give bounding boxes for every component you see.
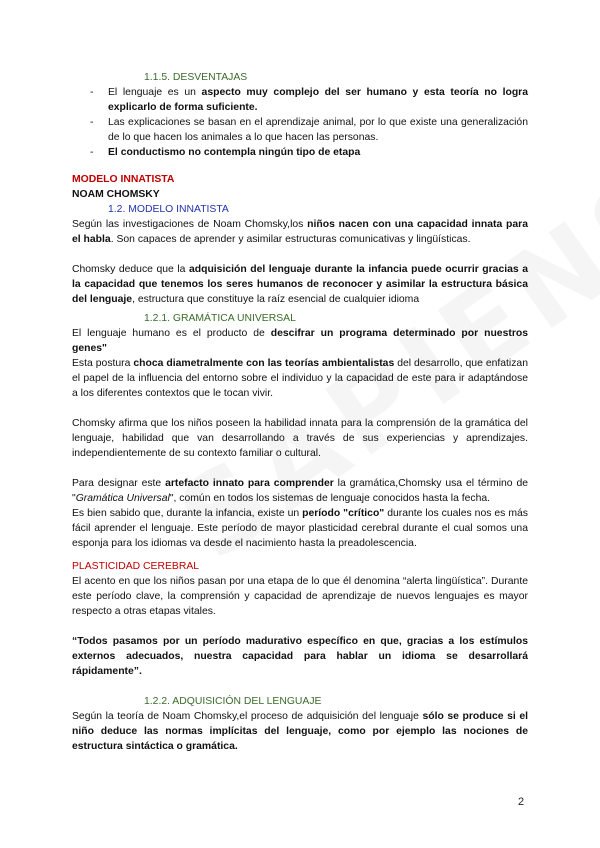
paragraph: Según las investigaciones de Noam Chomsky,los niños nacen con una capacidad innata para el habla. Son capaces de aprender y asimilar estructuras comunicativas y lingüísticas. (72, 219, 529, 245)
paragraph: Chomsky deduce que la adquisición del lenguaje durante la infancia puede ocurrir gracias a la capacidad que tenemos los seres humanos de reconocer y asimilar la estructura básica del lenguaje, estructura que constituye la raíz esencial de cualquier idioma (72, 264, 528, 305)
paragraph: Esta postura choca diametralmente con las teorías ambientalistas del desarrollo, que enfatizan el papel de la influencia del entorno sobre el individuo y la capacidad de este para ir adaptándose a los diferentes contextos que le tocan vivir. (72, 358, 528, 399)
author-name: NOAM CHOMSKY (72, 189, 160, 200)
heading-1-1-5: 1.1.5. DESVENTAJAS (144, 72, 248, 83)
heading-plasticity: PLASTICIDAD CEREBRAL (72, 561, 200, 572)
list-item: - El conductismo no contempla ningún tipo de etapa (72, 145, 528, 160)
document-page (72, 70, 528, 754)
section-title-innatist: MODELO INNATISTA (72, 174, 175, 185)
quote: “Todos pasamos por un período madurativo específico en que, gracias a los estímulos externos adecuados, nuestra capacidad para hablar un idioma se desarrollará rápidamente”. (72, 636, 528, 677)
disadvantages-list (72, 85, 528, 160)
list-item: - El lenguaje es un aspecto muy complejo del ser humano y esta teoría no logra explicarlo de forma suficiente. (72, 85, 528, 115)
page-number: 2 (518, 796, 525, 808)
paragraph: Para designar este artefacto innato para comprender la gramática,Chomsky usa el término de "Gramática Universal", común en todos los sistemas de lenguaje conocidos hasta la fecha. (72, 478, 529, 504)
heading-1-2: 1.2. MODELO INNATISTA (108, 204, 229, 215)
heading-1-2-1: 1.2.1. GRAMÁTICA UNIVERSAL (144, 313, 296, 324)
paragraph: Chomsky afirma que los niños poseen la habilidad innata para la comprensión de la gramática del lenguaje, habilidad que van desarrollando a través de sus experiencias y aprendizajes. independientemente de su contexto familiar o cultural. (72, 418, 528, 459)
paragraph: Según la teoría de Noam Chomsky,el proceso de adquisición del lenguaje sólo se produce si el niño deduce las normas implícitas del lenguaje, como por ejemplo las nociones de estructura sintáctica o gramática. (72, 711, 528, 752)
list-item: - Las explicaciones se basan en el aprendizaje animal, por lo que existe una generalización de lo que hacen los animales a lo que hacen las personas. (72, 115, 528, 145)
paragraph: El lenguaje humano es el producto de descifrar un programa determinado por nuestros genes" (72, 328, 528, 354)
paragraph: El acento en que los niños pasan por una etapa de lo que él denomina “alerta lingüística”. Durante este período clave, la comprensión y capacidad de aprendizaje de nuevos lenguajes es mayor respecto a otras etapas vitales. (72, 576, 528, 617)
heading-1-2-2: 1.2.2. ADQUISICIÓN DEL LENGUAJE (144, 696, 322, 707)
paragraph: Es bien sabido que, durante la infancia, existe un período "crítico" durante los cuales nos es más fácil aprender el lenguaje. Este período de mayor plasticidad cerebral durante el cual somos una esponja para los idiomas va desde el nacimiento hasta la preadolescencia. (72, 508, 528, 549)
